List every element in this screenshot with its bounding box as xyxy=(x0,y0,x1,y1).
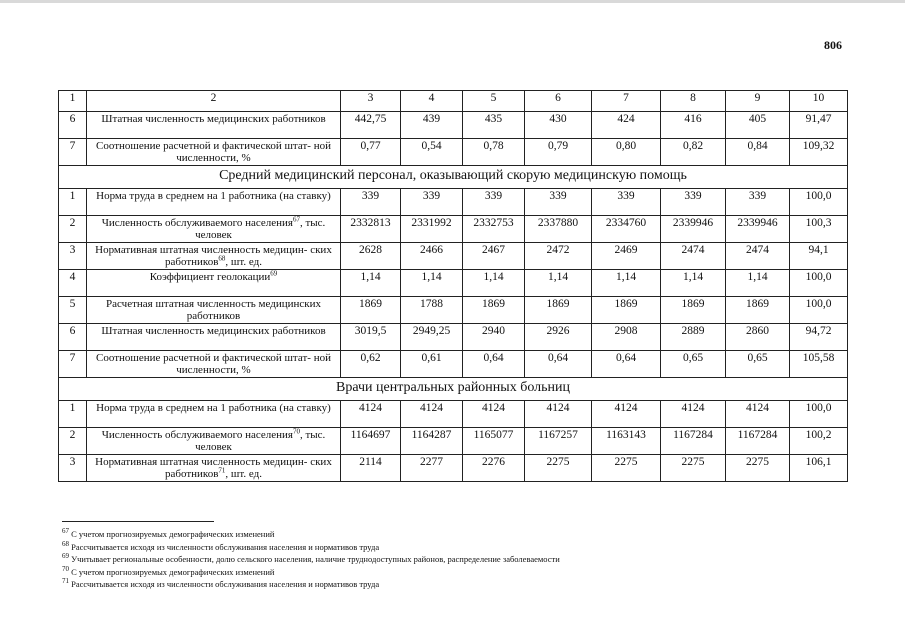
table-row xyxy=(59,189,848,216)
value-cell: 0,84 xyxy=(726,139,790,166)
value-cell: 1869 xyxy=(525,297,592,324)
value-cell: 2466 xyxy=(401,243,463,270)
row-number-cell: 3 xyxy=(59,455,87,482)
value-cell: 100,0 xyxy=(790,189,848,216)
table-body xyxy=(59,91,848,482)
footnote-reference: 68 xyxy=(218,254,226,263)
value-cell: 2331992 xyxy=(401,216,463,243)
value-cell: 100,3 xyxy=(790,216,848,243)
value-cell: 1165077 xyxy=(463,428,525,455)
value-cell: 1,14 xyxy=(463,270,525,297)
column-number-cell: 4 xyxy=(401,91,463,112)
value-cell: 106,1 xyxy=(790,455,848,482)
value-cell: 2472 xyxy=(525,243,592,270)
column-number-cell: 1 xyxy=(59,91,87,112)
indicator-description: Штатная численность медицинских работников xyxy=(101,325,326,337)
indicator-description-cell xyxy=(87,351,341,378)
value-cell: 0,64 xyxy=(463,351,525,378)
value-cell: 4124 xyxy=(463,401,525,428)
value-cell: 1788 xyxy=(401,297,463,324)
value-cell: 1167284 xyxy=(726,428,790,455)
value-cell: 2889 xyxy=(661,324,726,351)
value-cell: 2860 xyxy=(726,324,790,351)
section-heading-row xyxy=(59,166,848,189)
footnote-reference: 67 xyxy=(292,215,300,224)
value-cell: 2277 xyxy=(401,455,463,482)
value-cell: 1,14 xyxy=(525,270,592,297)
value-cell: 2628 xyxy=(341,243,401,270)
value-cell: 2276 xyxy=(463,455,525,482)
footnote-text: С учетом прогнозируемых демографических изменений xyxy=(71,529,275,539)
footnote-text: Рассчитывается исходя из численности обслуживания населения и нормативов труда xyxy=(71,541,380,552)
indicator-description-end: , шт. ед. xyxy=(225,468,262,480)
value-cell: 0,79 xyxy=(525,139,592,166)
column-number-cell: 2 xyxy=(87,91,341,112)
indicator-description-cell xyxy=(87,455,341,482)
value-cell: 1164287 xyxy=(401,428,463,455)
value-cell: 94,1 xyxy=(790,243,848,270)
value-cell: 339 xyxy=(592,189,661,216)
value-cell: 3019,5 xyxy=(341,324,401,351)
value-cell: 424 xyxy=(592,112,661,139)
table-row xyxy=(59,401,848,428)
table-row xyxy=(59,455,848,482)
column-number-cell: 3 xyxy=(341,91,401,112)
indicator-description: Соотношение расчетной и фактической штат- ной численности, % xyxy=(96,352,331,376)
value-cell: 2940 xyxy=(463,324,525,351)
indicator-description-cell xyxy=(87,112,341,139)
value-cell: 4124 xyxy=(525,401,592,428)
column-number-row xyxy=(59,91,848,112)
column-number-cell: 8 xyxy=(661,91,726,112)
table-row xyxy=(59,270,848,297)
value-cell: 2908 xyxy=(592,324,661,351)
value-cell: 2337880 xyxy=(525,216,592,243)
value-cell: 2275 xyxy=(726,455,790,482)
value-cell: 2275 xyxy=(592,455,661,482)
row-number-cell: 7 xyxy=(59,351,87,378)
value-cell: 430 xyxy=(525,112,592,139)
value-cell: 442,75 xyxy=(341,112,401,139)
footnote-number: 68 xyxy=(62,539,69,548)
staffing-table xyxy=(58,90,848,482)
value-cell: 2275 xyxy=(661,455,726,482)
value-cell: 2474 xyxy=(726,243,790,270)
row-number-cell: 6 xyxy=(59,112,87,139)
value-cell: 0,82 xyxy=(661,139,726,166)
indicator-description-cell xyxy=(87,401,341,428)
table-row xyxy=(59,139,848,166)
table-row xyxy=(59,112,848,139)
value-cell: 1869 xyxy=(341,297,401,324)
value-cell: 2339946 xyxy=(726,216,790,243)
row-number-cell: 7 xyxy=(59,139,87,166)
indicator-description-cell xyxy=(87,428,341,455)
value-cell: 0,64 xyxy=(525,351,592,378)
value-cell: 339 xyxy=(661,189,726,216)
row-number-cell: 6 xyxy=(59,324,87,351)
indicator-description-end: , шт. ед. xyxy=(225,256,262,268)
footnote-number: 67 xyxy=(62,527,69,536)
value-cell: 1,14 xyxy=(592,270,661,297)
value-cell: 0,61 xyxy=(401,351,463,378)
footnote-number: 69 xyxy=(62,552,69,561)
value-cell: 4124 xyxy=(592,401,661,428)
value-cell: 339 xyxy=(525,189,592,216)
footnote-reference: 71 xyxy=(218,466,226,475)
row-number-cell: 1 xyxy=(59,189,87,216)
value-cell: 4124 xyxy=(341,401,401,428)
table-row xyxy=(59,216,848,243)
footnote xyxy=(62,566,842,579)
indicator-description-cell xyxy=(87,243,341,270)
value-cell: 100,0 xyxy=(790,401,848,428)
indicator-description-end: , тыс. человек xyxy=(195,429,326,453)
value-cell: 2469 xyxy=(592,243,661,270)
value-cell: 4124 xyxy=(661,401,726,428)
value-cell: 2275 xyxy=(525,455,592,482)
value-cell: 4124 xyxy=(401,401,463,428)
indicator-description: Нормативная штатная численность медицин- ских работников xyxy=(95,244,332,268)
value-cell: 0,54 xyxy=(401,139,463,166)
value-cell: 1869 xyxy=(726,297,790,324)
row-number-cell: 2 xyxy=(59,216,87,243)
value-cell: 0,78 xyxy=(463,139,525,166)
value-cell: 100,0 xyxy=(790,270,848,297)
column-number-cell: 7 xyxy=(592,91,661,112)
indicator-description: Штатная численность медицинских работников xyxy=(101,113,326,125)
value-cell: 1,14 xyxy=(661,270,726,297)
value-cell: 2339946 xyxy=(661,216,726,243)
value-cell: 100,2 xyxy=(790,428,848,455)
indicator-description: Коэффициент геолокации xyxy=(149,271,271,283)
indicator-description: Нормативная штатная численность медицин- ских работников xyxy=(95,456,332,480)
value-cell: 405 xyxy=(726,112,790,139)
value-cell: 0,65 xyxy=(661,351,726,378)
value-cell: 439 xyxy=(401,112,463,139)
footnote xyxy=(62,578,842,591)
row-number-cell: 4 xyxy=(59,270,87,297)
indicator-description: Численность обслуживаемого населения xyxy=(101,217,293,229)
footnote xyxy=(62,541,842,554)
footnote-text: Рассчитывается исходя из численности обслуживания населения и нормативов труда xyxy=(71,579,380,590)
value-cell: 2334760 xyxy=(592,216,661,243)
indicator-description: Численность обслуживаемого населения xyxy=(101,429,293,441)
table-row xyxy=(59,243,848,270)
column-number-cell: 9 xyxy=(726,91,790,112)
value-cell: 100,0 xyxy=(790,297,848,324)
value-cell: 1164697 xyxy=(341,428,401,455)
value-cell: 105,58 xyxy=(790,351,848,378)
value-cell: 1163143 xyxy=(592,428,661,455)
indicator-description: Норма труда в среднем на 1 работника (на ставку) xyxy=(96,190,331,202)
row-number-cell: 2 xyxy=(59,428,87,455)
value-cell: 0,77 xyxy=(341,139,401,166)
row-number-cell: 3 xyxy=(59,243,87,270)
indicator-description: Норма труда в среднем на 1 работника (на ставку) xyxy=(96,402,331,414)
value-cell: 0,62 xyxy=(341,351,401,378)
table-row xyxy=(59,297,848,324)
page-number: 806 xyxy=(824,38,842,52)
footnote-divider xyxy=(62,521,214,522)
value-cell: 4124 xyxy=(726,401,790,428)
value-cell: 0,80 xyxy=(592,139,661,166)
indicator-description: Соотношение расчетной и фактической штат- ной численности, % xyxy=(96,140,331,164)
indicator-description: Расчетная штатная численность медицинских работников xyxy=(106,298,321,322)
footnote-reference: 70 xyxy=(292,427,300,436)
value-cell: 1869 xyxy=(661,297,726,324)
value-cell: 94,72 xyxy=(790,324,848,351)
value-cell: 109,32 xyxy=(790,139,848,166)
column-number-cell: 6 xyxy=(525,91,592,112)
value-cell: 1869 xyxy=(592,297,661,324)
row-number-cell: 5 xyxy=(59,297,87,324)
indicator-description-cell xyxy=(87,270,341,297)
indicator-description-cell xyxy=(87,189,341,216)
value-cell: 2332813 xyxy=(341,216,401,243)
value-cell: 339 xyxy=(341,189,401,216)
footnote-text: С учетом прогнозируемых демографических изменений xyxy=(71,566,275,577)
indicator-description-end: , тыс. человек xyxy=(195,217,326,241)
value-cell: 1167284 xyxy=(661,428,726,455)
value-cell: 435 xyxy=(463,112,525,139)
value-cell: 339 xyxy=(401,189,463,216)
value-cell: 1,14 xyxy=(726,270,790,297)
value-cell: 0,64 xyxy=(592,351,661,378)
section-heading: Врачи центральных районных больниц xyxy=(59,378,848,401)
value-cell: 0,65 xyxy=(726,351,790,378)
value-cell: 1,14 xyxy=(341,270,401,297)
footnote xyxy=(62,553,842,566)
footnote-number: 70 xyxy=(62,564,69,573)
value-cell: 2114 xyxy=(341,455,401,482)
footnote-text: Учитывает региональные особенности, долю сельского населения, наличие труднодоступных районов, распределение заболеваемости xyxy=(71,554,560,565)
indicator-description-cell xyxy=(87,139,341,166)
value-cell: 416 xyxy=(661,112,726,139)
table-row xyxy=(59,428,848,455)
value-cell: 2332753 xyxy=(463,216,525,243)
value-cell: 1869 xyxy=(463,297,525,324)
footnote xyxy=(62,528,842,541)
value-cell: 1167257 xyxy=(525,428,592,455)
section-heading-row xyxy=(59,378,848,401)
row-number-cell: 1 xyxy=(59,401,87,428)
scan-top-edge xyxy=(0,0,905,3)
value-cell: 339 xyxy=(463,189,525,216)
indicator-description-cell xyxy=(87,324,341,351)
table-row xyxy=(59,351,848,378)
value-cell: 2926 xyxy=(525,324,592,351)
indicator-description-cell xyxy=(87,216,341,243)
table-row xyxy=(59,324,848,351)
value-cell: 91,47 xyxy=(790,112,848,139)
value-cell: 2467 xyxy=(463,243,525,270)
value-cell: 1,14 xyxy=(401,270,463,297)
footnote-reference: 69 xyxy=(270,269,278,278)
section-heading: Средний медицинский персонал, оказывающий скорую медицинскую помощь xyxy=(59,166,848,189)
indicator-description-cell xyxy=(87,297,341,324)
footnotes xyxy=(62,528,842,591)
value-cell: 2474 xyxy=(661,243,726,270)
column-number-cell: 5 xyxy=(463,91,525,112)
value-cell: 2949,25 xyxy=(401,324,463,351)
column-number-cell: 10 xyxy=(790,91,848,112)
footnote-number: 71 xyxy=(62,577,69,586)
value-cell: 339 xyxy=(726,189,790,216)
